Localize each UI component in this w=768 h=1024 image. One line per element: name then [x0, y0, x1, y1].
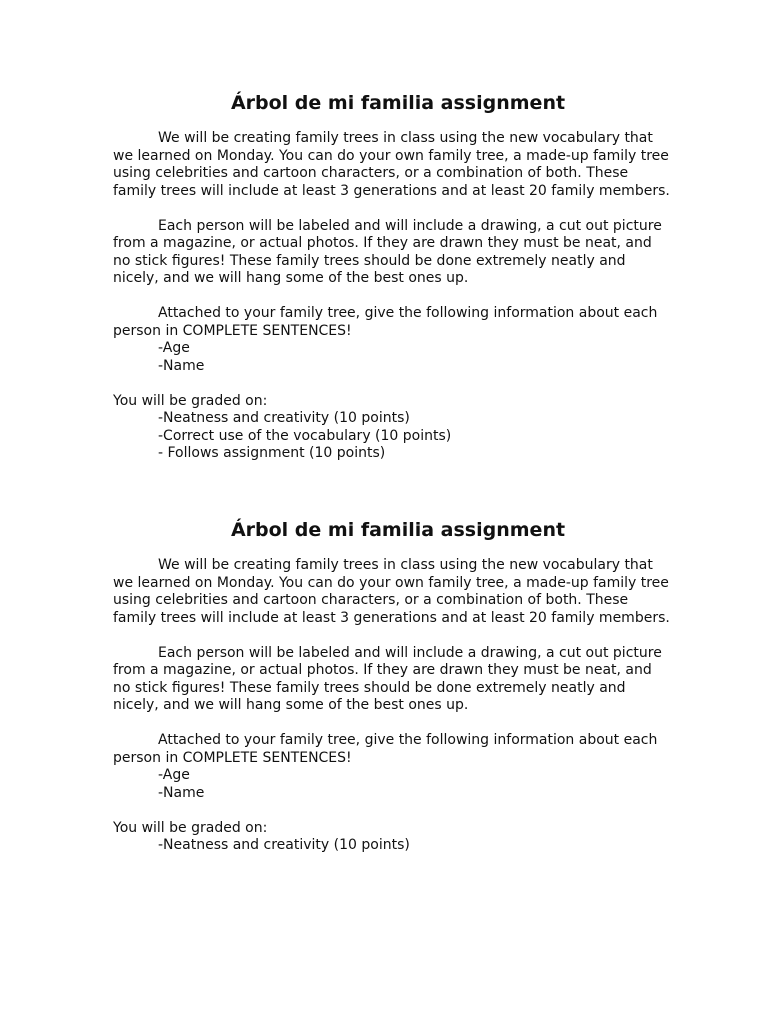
intro-paragraph: We will be creating family trees in class using the new vocabulary that we learned on Monday. You can do your own family tree, a made-up family tree using celebrities and cartoon characters, or a combination of both. These family trees will include at least 3 generations and at least 20 family members.	[113, 557, 670, 626]
graded-item-follows: - Follows assignment (10 points)	[158, 445, 386, 461]
graded-item-neatness: -Neatness and creativity (10 points)	[158, 837, 410, 853]
graded-heading: You will be graded on:	[113, 392, 268, 409]
intro-paragraph: We will be creating family trees in class using the new vocabulary that we learned on Monday. You can do your own family tree, a made-up family tree using celebrities and cartoon characters, or a combination of both. These family trees will include at least 3 generations and at least 20 family members.	[113, 130, 670, 199]
graded-item-neatness: -Neatness and creativity (10 points)	[158, 410, 410, 426]
info-item-name: -Name	[158, 784, 205, 801]
attachment-paragraph: Attached to your family tree, give the following information about each person in COMPLETE SENTENCES!	[113, 732, 658, 766]
attachment-paragraph: Attached to your family tree, give the following information about each person in COMPLETE SENTENCES!	[113, 305, 658, 339]
info-item-age: -Age	[158, 340, 190, 356]
labeling-paragraph: Each person will be labeled and will include a drawing, a cut out picture from a magazine, or actual photos. If they are drawn they must be neat, and no stick figures! These family trees should be done extremely neatly and nicely, and we will hang some of the best ones up.	[113, 217, 662, 286]
info-item-age: -Age	[158, 767, 190, 783]
graded-heading: You will be graded on:	[113, 819, 268, 836]
assignment-section-2	[113, 517, 673, 855]
assignment-title: Árbol de mi familia assignment	[230, 519, 566, 541]
labeling-paragraph: Each person will be labeled and will include a drawing, a cut out picture from a magazine, or actual photos. If they are drawn they must be neat, and no stick figures! These family trees should be done extremely neatly and nicely, and we will hang some of the best ones up.	[113, 644, 662, 713]
assignment-section-1	[113, 90, 673, 463]
info-item-name: -Name	[158, 357, 205, 374]
assignment-title: Árbol de mi familia assignment	[230, 92, 566, 114]
graded-item-vocabulary: -Correct use of the vocabulary (10 points)	[158, 427, 452, 444]
